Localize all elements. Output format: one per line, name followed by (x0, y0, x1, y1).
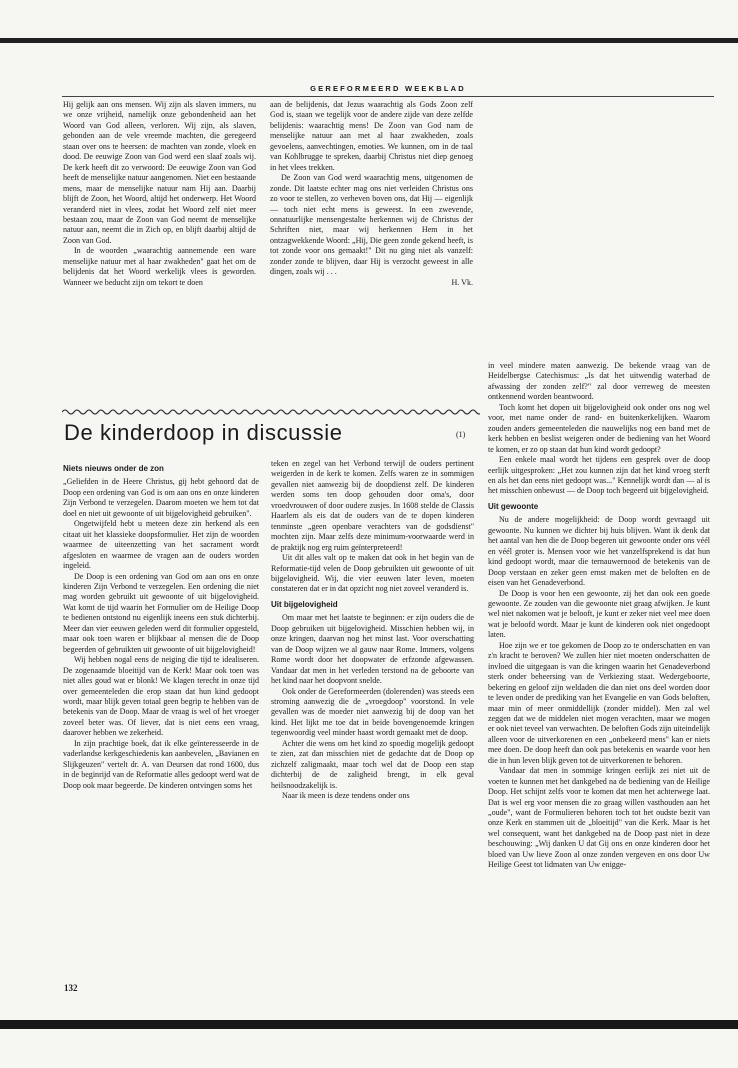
paragraph: Om maar met het laatste te beginnen: er zijn ouders die de Doop gebruiken uit bijgelovigheid. Misschien hebben wij, in onze kringen, daarvan nog het minst last. Voor overschatting van de Doop wijzen we al gauw naar Rome. Immers, volgens Rome wordt door het doopwater de erfzonde afgewassen. Vandaar dat men in het verleden terstond na de geboorte van het kind naar het doopvont snelde. (271, 613, 474, 686)
prev-article-column-2 (270, 100, 473, 288)
paragraph: Hij gelijk aan ons mensen. Wij zijn als slaven immers, nu we onze vrijheid, namelijk onze gebondenheid aan het Woord van God alleen, verloren. Wij zijn, als slaven, gebonden aan de vele vreemde machten, die geregeerd staan over ons te heersen: de machten van zonde, vloek en dood. De eeuwige Zoon van God werd een slaaf zoals wij. De kerk heeft dit zo verwoord: De eeuwige Zoon van God heeft de menselijke natuur aangenomen. Niet een bestaande mens, maar de menselijke natuur nam Hij aan. Daarbij blijft de Zoon, het Woord, altijd het onderwerp. Het Woord veranderd niet in vlees, zodat het Woord zelf niet meer bestaan zou, maar de Zoon van God neemt de menselijke natuur aan, neemt die in Zich op, en blijft daarbij altijd de Zoon van God. (63, 100, 256, 245)
paragraph: Uit dit alles valt op te maken dat ook in het begin van de Reformatie-tijd velen de Doop gebruikten uit gewoonte of uit bijgelovigheid. Wij, die vier eeuwen later leven, moeten constateren dat er in dat opzicht nog niet zoveel veranderd is. (271, 553, 474, 594)
paragraph: teken en zegel van het Verbond terwijl de ouders pertinent weigerden in de kerk te komen. Zelfs waren ze in sommigen gevallen niet aanwezig bij de doopdienst zelf. De kinderen werden soms ten doop gehouden door oma's, door vroedvrouwen of door oudere zusjes. In 1608 stelde de Classis Haarlem als eis dat de ouders van de te dopen kinderen tenminste „geen openbare verachters van de godsdienst" mochten zijn. Maar zelfs deze minimum-voorwaarde werd in de praktijk nog erg ruim geïnterpreteerd! (271, 459, 474, 552)
wavy-divider (62, 407, 480, 417)
paragraph: In de woorden „waarachtig aannemende een ware menselijke natuur met al haar zwakheden" gaat het om de belijdenis dat het Woord werkelijk vlees is geworden. Wanneer we beducht zijn om tekort te doen (63, 246, 256, 287)
paragraph: aan de belijdenis, dat Jezus waarachtig als Gods Zoon zelf God is, staan we tegelijk voor de andere zijde van deze zelfde belijdenis: waarachtig mens! De Zoon van God nam de menselijke natuur aan met al haar zwakheden, zoals gevoelens, aanvechtingen, emoties. We kunnen, om in de taal van Kohlbrugge te spreken, daarbij Christus niet diep genoeg in het vlees trekken. (270, 100, 473, 172)
paragraph: De Doop is een ordening van God om aan ons en onze kinderen Zijn Verbond te verzegelen. Een ordening die niet mag worden gebruikt uit gewoonte of uit bijgelovigheid. Wat komt de tijd waarin het Formulier om de Heilige Doop te bedienen ontstond nu eigenlijk ineens een stuk dichterbij. Meer dan vier eeuwen geleden werd dit formulier opgesteld, maar ook toen waren er blijkbaar al mensen die de Doop begeerden of gebruikten uit gewoonte of uit bijgelovigheid! (63, 571, 259, 654)
article-title: De kinderdoop in discussie (64, 420, 343, 445)
paragraph: „Geliefden in de Heere Christus, gij hebt gehoord dat de Doop een ordening van God is om aan ons en onze kinderen Zijn Verbond te verzegelen. Daarom moeten we hem tot dat doel en niet uit gewoonte of uit bijgelovigheid gebruiken". (63, 477, 259, 518)
prev-article-column-1 (63, 100, 256, 288)
article-part-number: (1) (456, 430, 466, 439)
paragraph: Toch komt het dopen uit bijgelovigheid ook onder ons nog wel voor, met name onder de rand- en buitenkerkelijken. Waarom zouden anders gemeenteleden die nauwelijks nog een band met de kerk hebben en beslist weigeren onder de bediening van het Woord te komen, er zo op staan dat hun kind wordt gedoopt? (488, 402, 710, 454)
paragraph: Achter die wens om het kind zo spoedig mogelijk gedoopt te zien, zat dan misschien niet de gedachte dat de Doop op zichzelf zaligmaakt, maar toch wel dat de Doop een stap dichterbij de de zaligheid brengt, in elk geval heilsnoodzakelijk is. (271, 738, 474, 790)
paragraph: in veel mindere maten aanwezig. De bekende vraag van de Heidelbergse Catechismus: „Is dat het uitwendig waterbad de afwassing der zonden zelf?" zal door verreweg de meesten ontkennend worden beantwoord. (488, 361, 710, 402)
paragraph: Vandaar dat men in sommige kringen eerlijk zei niet uit de voeten te kunnen met het dankgebed na de bediening van de Heilige Doop. Het schijnt zelfs voor te komen dat men het achterwege laat. Dat is wel erg voor mensen die zo graag willen vasthouden aan het „oude", want de Formulieren behoren toch tot het oudste bezit van onze Kerk en stammen uit de „bloeitijd" van die Kerk. Maar is het wel consequent, want het dankgebed na de Doop past niet in deze beschouwing: „Wij danken U dat Gij ons en onze kinderen door het bloed van Uw lieve Zoon al onze zonden vergeven en ons door Uw Heilige Geest tot lidmaten van Uw enigge- (488, 766, 710, 870)
paragraph: De Doop is voor hen een gewoonte, zij het dan ook een goede gewoonte. Ze zouden van die gewoonte niet graag afwijken. Je kunt wel niet nakomen wat je belooft, je kunt er zeker niet veel mee doen wat je beloofd wordt. Maar je kunt de kinderen ook niet ongedoopt laten. (488, 588, 710, 640)
running-head: GEREFORMEERD WEEKBLAD (310, 84, 466, 93)
paragraph: Nu de andere mogelijkheid: de Doop wordt gevraagd uit gewoonte. Nu kunnen we dichter bij huis blijven. Want ik denk dat het aantal van hen die de Doop begeren uit gewoonte onder ons véél en véél groter is. Mensen voor wie het vanzelfsprekend is dat hun kind gedoopt wordt, maar die ternauwernood de betekenis van de Doop verstaan en zeker geen ernst maken met de beloften en de eisen van het Genadeverbond. (488, 515, 710, 588)
article-column-3 (488, 361, 710, 871)
paragraph: Naar ik meen is deze tendens onder ons (282, 791, 410, 801)
scan-edge-top (0, 38, 738, 43)
paragraph: Hoe zijn we er toe gekomen de Doop zo te onderschatten en van z'n kracht te beroven? We zullen hier niet moeten onderschatten de invloed die uitgegaan is van die kringen waarin het Genadeverbond sterk onder beheersing van de Verkiezing staat. Wedergeboorte, bekering en geloof zijn weldaden die dan niet ons deel worden door te leven onder de prediking van het Evangelie en van Gods beloften, maar min of meer onmiddellijk (zonder middel). Men zal wel zeggen dat we de middelen niet mogen verachten, maar we mogen er ook niet teveel van verwachten. De beloften Gods zijn uiteindelijk alleen voor de uitverkorenen en een „onbekeerd mens" kan er niets mee doen. De doop heeft dan ook pas betekenis en waarde voor hen die in hun leven blijk geven tot de uitverkorenen te behoren. (488, 640, 710, 765)
article-column-2 (271, 459, 474, 802)
header-rule (62, 96, 714, 97)
paragraph: Ook onder de Gereformeerden (dolerenden) was steeds een stroming aanwezig die de „vroegdoop" voorstond. In vele gevallen was de moeder niet aanwezig bij de doop van het kind. Het lijkt me toe dat in beide bovengenoemde kringen tegenwoordig veel minder haast wordt gemaakt met de doop. (271, 686, 474, 738)
author-signature: H. Vk. (451, 277, 473, 287)
section-heading: Uit bijgelovigheid (271, 599, 338, 609)
section-heading: Niets nieuws onder de zon (63, 464, 164, 473)
paragraph: Wij hebben nogal eens de neiging die tijd te idealiseren. De zogenaamde bloeitijd van de Kerk! Maar ook toen was niet alles goud wat er blonk! We klagen terecht in onze tijd over gemeenteleden die erop staan dat hun kind gedoopt wordt, maar blijk geven totaal geen begrip te hebben van de betekenis van de Doop. Maar de vraag is wel of het vroeger zoveel beter was. Of liever, dat is niet eens een vraag, daarover hebben we zekerheid. (63, 655, 259, 738)
paragraph: De Zoon van God werd waarachtig mens, uitgenomen de zonde. Dit laatste echter mag ons niet verleiden Christus ons zo voor te stellen, zo verheven boven ons, dat Hij — eigenlijk — toch niet echt mens is geweest. In een zwevende, onnatuurlijke mensengestalte herkennen wij de Christus der Schriften niet, maar wij herkennen Hem in het ontzagwekkende Woord: „Hij, Die geen zonde gekend heeft, is tot zonde voor ons gemaakt!" Dit nu ging niet als vanzelf: zonder zonde te blijven, daar Hij is verzocht geweest in alle dingen, zoals wij . . . (270, 173, 473, 277)
paragraph: Een enkele maal wordt het tijdens een gesprek over de doop eerlijk uitgesproken: „Het zou kunnen zijn dat het kind vroeg sterft en als het dan eens niet gedoopt was..." Kennelijk wordt dan — al is het misschien onbewust — de Doop toch begeerd uit bijgelovigheid. (488, 455, 710, 496)
scan-edge-bottom (0, 1020, 738, 1029)
article-column-1 (63, 459, 259, 791)
paragraph: In zijn prachtige boek, dat ik elke geïnteresseerde in de vaderlandse kerkgeschiedenis kan aanbevelen, „Bavianen en Slijkgeuzen" vertelt dr. A. van Deursen dat rond 1600, dus in de beginrijd van de Reformatie alles gedoopt werd wat de Doop ook maar begeerde. De kinderen ontvingen soms het (63, 738, 259, 790)
section-heading: Uit gewoonte (488, 501, 539, 511)
paragraph: Ongetwijfeld hebt u meteen deze zin herkend als een citaat uit het klassieke doopsformulier. Het zijn de woorden waarmee de uiteenzetting van het sacrament wordt afgesloten en waarmee de vragen aan de ouders worden ingeleid. (63, 519, 259, 571)
page-number: 132 (64, 983, 78, 993)
